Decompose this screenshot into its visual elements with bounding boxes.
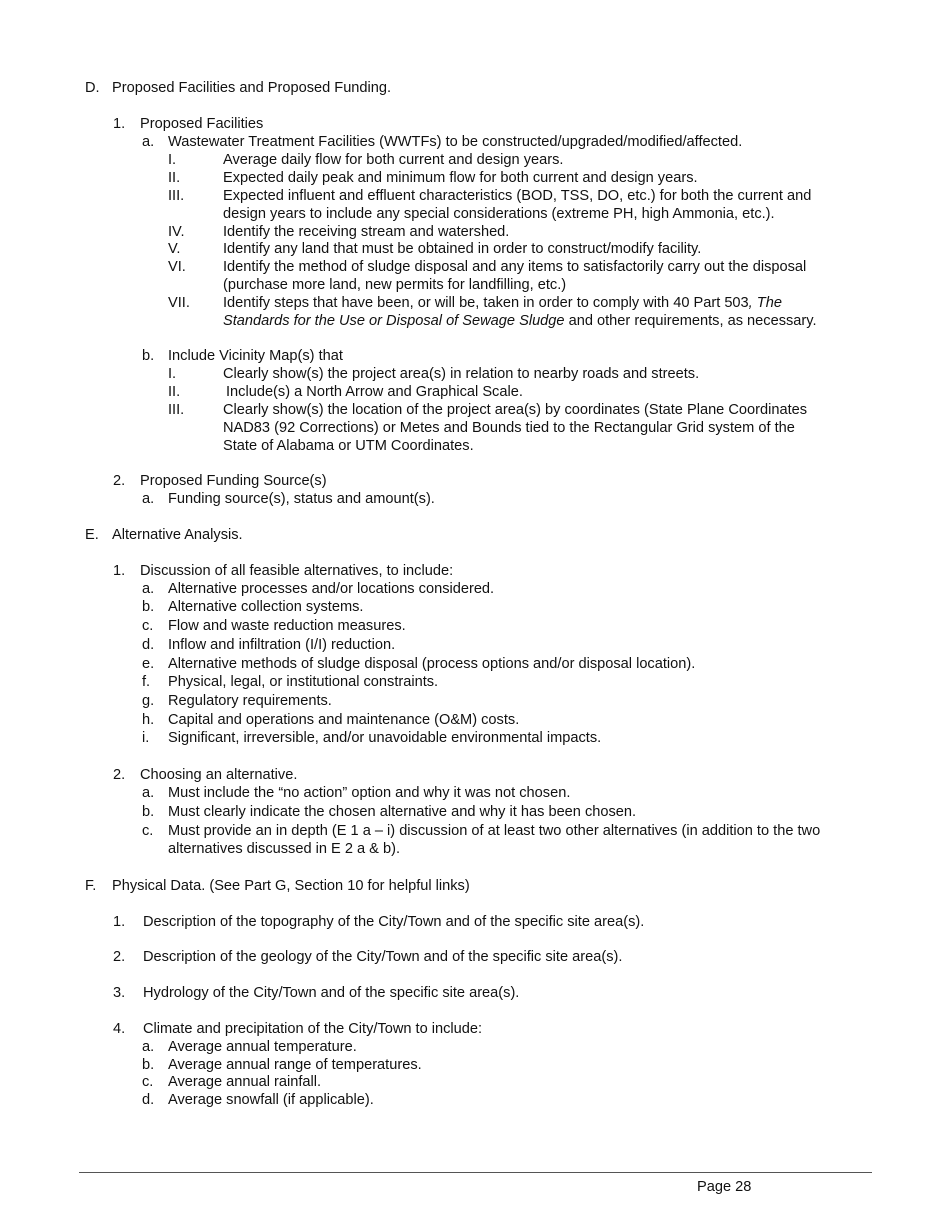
- d2-marker: 2.: [113, 473, 126, 489]
- e2-item-a-marker: a.: [142, 785, 155, 801]
- f2-text: Description of the geology of the City/Town and of the specific site area(s).: [143, 949, 623, 965]
- e1-item-d-marker: d.: [142, 637, 155, 653]
- d1a-iii-line2: design years to include any special considerations (extreme PH, high Ammonia, etc.).: [223, 206, 775, 222]
- e1-item-g-marker: g.: [142, 693, 155, 709]
- e1-item-h-text: Capital and operations and maintenance (O&M) costs.: [168, 712, 520, 728]
- f4-marker: 4.: [113, 1021, 126, 1037]
- e2-item-c-line2: alternatives discussed in E 2 a & b).: [168, 841, 400, 857]
- f4-item-c-text: Average annual rainfall.: [168, 1074, 322, 1090]
- d1b-ii-line1: Include(s) a North Arrow and Graphical Scale.: [226, 384, 523, 400]
- d1a-vii-line2-post: and other requirements, as necessary.: [568, 313, 817, 329]
- f1-text: Description of the topography of the City/Town and of the specific site area(s).: [143, 914, 645, 930]
- d1a-v-line1: Identify any land that must be obtained in order to construct/modify facility.: [223, 241, 702, 257]
- f4-item-d-marker: d.: [142, 1092, 155, 1108]
- d2a-marker: a.: [142, 491, 155, 507]
- d1a-iv-marker: IV.: [168, 224, 185, 240]
- e1-item-d-text: Inflow and infiltration (I/I) reduction.: [168, 637, 396, 653]
- d1b-i-marker: I.: [168, 366, 177, 382]
- e1-item-c-text: Flow and waste reduction measures.: [168, 618, 406, 634]
- e1-item-i-text: Significant, irreversible, and/or unavoidable environmental impacts.: [168, 730, 602, 746]
- f4-item-a-marker: a.: [142, 1039, 155, 1055]
- d1a-iv-line1: Identify the receiving stream and watershed.: [223, 224, 510, 240]
- d1-title: Proposed Facilities: [140, 116, 264, 132]
- e2-item-b-text: Must clearly indicate the chosen alternative and why it has been chosen.: [168, 804, 637, 820]
- d1a-vii-line1-italic: The: [756, 295, 782, 311]
- e1-item-f-marker: f.: [142, 674, 151, 690]
- d1a-iii-marker: III.: [168, 188, 185, 204]
- f4-item-d-text: Average snowfall (if applicable).: [168, 1092, 374, 1108]
- e2-item-b-marker: b.: [142, 804, 155, 820]
- e1-item-g-text: Regulatory requirements.: [168, 693, 332, 709]
- d1b-iii-line3: State of Alabama or UTM Coordinates.: [223, 438, 474, 454]
- d1a-vi-line2: (purchase more land, new permits for landfilling, etc.): [223, 277, 567, 293]
- e1-item-e-text: Alternative methods of sludge disposal (process options and/or disposal location).: [168, 656, 696, 672]
- d1a-vii-line2-italic: Standards for the Use or Disposal of Sewage Sludge: [223, 313, 565, 329]
- d1a-vii-line1-pre: Identify steps that have been, or will be, taken in order to comply with 40 Part 503: [223, 295, 749, 311]
- d2a-text: Funding source(s), status and amount(s).: [168, 491, 435, 507]
- d1a-iii-line1: Expected influent and effluent characteristics (BOD, TSS, DO, etc.) for both the current and: [223, 188, 812, 204]
- e1-item-a-text: Alternative processes and/or locations considered.: [168, 581, 495, 597]
- d1a-vii-line2: [223, 312, 817, 330]
- e1-marker: 1.: [113, 563, 126, 579]
- f4-item-b-text: Average annual range of temperatures.: [168, 1057, 422, 1073]
- f3-marker: 3.: [113, 985, 126, 1001]
- f4-text: Climate and precipitation of the City/Town to include:: [143, 1021, 483, 1037]
- d1a-text: Wastewater Treatment Facilities (WWTFs) to be constructed/upgraded/modified/affected.: [168, 134, 743, 150]
- d1a-vii-marker: VII.: [168, 295, 190, 311]
- e1-title: Discussion of all feasible alternatives, to include:: [140, 563, 454, 579]
- d1a-i-marker: I.: [168, 152, 177, 168]
- e1-item-a-marker: a.: [142, 581, 155, 597]
- d1a-ii-marker: II.: [168, 170, 181, 186]
- f2-marker: 2.: [113, 949, 126, 965]
- e1-item-i-marker: i.: [142, 730, 150, 746]
- page-number: Page 28: [697, 1179, 752, 1195]
- d1a-marker: a.: [142, 134, 155, 150]
- f4-item-a-text: Average annual temperature.: [168, 1039, 357, 1055]
- section-d-title: Proposed Facilities and Proposed Funding.: [112, 80, 392, 96]
- d1a-vii-line1: [223, 294, 782, 312]
- d1b-marker: b.: [142, 348, 155, 364]
- section-f-marker: F.: [85, 878, 97, 894]
- e1-item-f-text: Physical, legal, or institutional constraints.: [168, 674, 439, 690]
- d1a-v-marker: V.: [168, 241, 181, 257]
- e2-item-a-text: Must include the “no action” option and why it was not chosen.: [168, 785, 571, 801]
- f3-text: Hydrology of the City/Town and of the specific site area(s).: [143, 985, 520, 1001]
- d1b-text: Include Vicinity Map(s) that: [168, 348, 343, 364]
- footer-divider: [79, 1172, 872, 1173]
- d1a-i-line1: Average daily flow for both current and design years.: [223, 152, 564, 168]
- e1-item-b-marker: b.: [142, 599, 155, 615]
- e2-item-c-line1: Must provide an in depth (E 1 a – i) discussion of at least two other alternatives (in addition to the two: [168, 823, 821, 839]
- e2-title: Choosing an alternative.: [140, 767, 298, 783]
- f1-marker: 1.: [113, 914, 126, 930]
- d1a-ii-line1: Expected daily peak and minimum flow for both current and design years.: [223, 170, 698, 186]
- d1b-iii-line1: Clearly show(s) the location of the project area(s) by coordinates (State Plane Coordinates: [223, 402, 808, 418]
- d1a-vi-marker: VI.: [168, 259, 186, 275]
- d1b-iii-marker: III.: [168, 402, 185, 418]
- f4-item-c-marker: c.: [142, 1074, 154, 1090]
- d1b-ii-marker: II.: [168, 384, 181, 400]
- d2-title: Proposed Funding Source(s): [140, 473, 327, 489]
- d1-marker: 1.: [113, 116, 126, 132]
- section-f-title: Physical Data. (See Part G, Section 10 for helpful links): [112, 878, 470, 894]
- e1-item-e-marker: e.: [142, 656, 155, 672]
- e1-item-h-marker: h.: [142, 712, 155, 728]
- e1-item-b-text: Alternative collection systems.: [168, 599, 364, 615]
- e2-marker: 2.: [113, 767, 126, 783]
- section-d-marker: D.: [85, 80, 100, 96]
- d1a-vi-line1: Identify the method of sludge disposal and any items to satisfactorily carry out the disposal: [223, 259, 807, 275]
- section-e-marker: E.: [85, 527, 99, 543]
- section-e-title: Alternative Analysis.: [112, 527, 243, 543]
- e1-item-c-marker: c.: [142, 618, 154, 634]
- f4-item-b-marker: b.: [142, 1057, 155, 1073]
- d1b-i-line1: Clearly show(s) the project area(s) in relation to nearby roads and streets.: [223, 366, 700, 382]
- d1a-vii-line1-comma: ,: [748, 295, 753, 311]
- e2-item-c-marker: c.: [142, 823, 154, 839]
- d1b-iii-line2: NAD83 (92 Corrections) or Metes and Bounds tied to the Rectangular Grid system of the: [223, 420, 795, 436]
